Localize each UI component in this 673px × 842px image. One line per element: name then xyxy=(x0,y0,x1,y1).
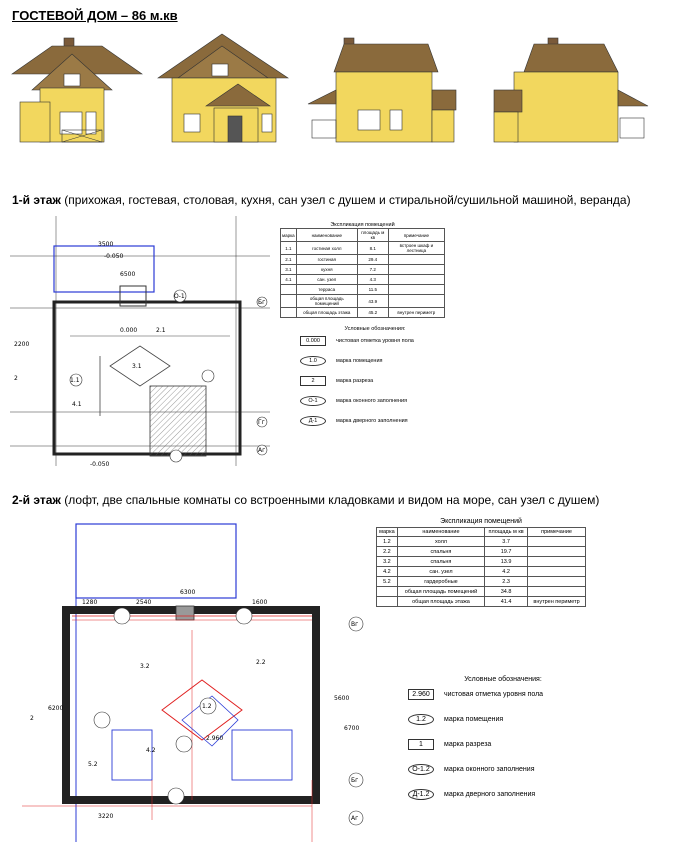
legend-symbol: 2.960 xyxy=(408,689,434,700)
table-cell: терраса xyxy=(296,285,357,295)
f1-level-neg2: -0.050 xyxy=(90,461,110,468)
legend-item xyxy=(408,739,598,750)
table-cell: 41.4 xyxy=(485,597,528,607)
table-cell: 4.3 xyxy=(357,275,388,285)
f1-room-4: 4.1 xyxy=(72,401,82,408)
floor2-plan xyxy=(12,520,372,842)
table-cell: общая площадь этажа xyxy=(296,308,357,318)
legend-text: марка дверного заполнения xyxy=(444,791,536,798)
table-cell: 4.2 xyxy=(485,567,528,577)
table-cell: 43.9 xyxy=(357,295,388,308)
f2-room-22: 2.2 xyxy=(256,659,266,666)
table-header-cell: площадь м кв xyxy=(357,229,388,242)
table-header-cell: наименование xyxy=(296,229,357,242)
floor1-explication xyxy=(280,222,445,318)
table-cell: 13.9 xyxy=(485,557,528,567)
legend-text: марка разреза xyxy=(444,741,492,748)
table-row xyxy=(377,557,586,567)
page-title: ГОСТЕВОЙ ДОМ – 86 м.кв xyxy=(12,8,178,23)
table-cell: 1.1 xyxy=(281,242,297,255)
table-cell: внутрен периметр xyxy=(528,597,586,607)
legend-item xyxy=(300,376,450,386)
table-cell xyxy=(281,295,297,308)
table-cell xyxy=(388,295,444,308)
table-row xyxy=(377,547,586,557)
f2-dim-total: 6300 xyxy=(180,589,196,596)
floor2-heading-bold: 2-й этаж xyxy=(12,493,61,507)
table-cell xyxy=(528,587,586,597)
legend-item xyxy=(408,689,598,700)
legend-item xyxy=(408,789,598,800)
table-cell: 8.1 xyxy=(357,242,388,255)
table-cell xyxy=(388,265,444,275)
table-cell: холл xyxy=(397,537,484,547)
table-header-cell: примечание xyxy=(528,528,586,537)
f2-level: 2.960 xyxy=(206,735,224,742)
legend-symbol: 1.2 xyxy=(408,714,434,725)
legend-text: чистовая отметка уровня пола xyxy=(444,691,544,698)
table-row xyxy=(377,597,586,607)
f2-axis-a: Аг xyxy=(351,815,359,822)
table-cell xyxy=(528,567,586,577)
table-cell: 2.1 xyxy=(281,255,297,265)
f1-room-2: 2.1 xyxy=(156,327,166,334)
table-row xyxy=(281,295,445,308)
legend-symbol: 0.000 xyxy=(300,336,326,346)
table-row xyxy=(377,577,586,587)
table-cell xyxy=(377,587,398,597)
floor1-heading-bold: 1-й этаж xyxy=(12,193,61,207)
f1-section: 2 xyxy=(14,375,18,382)
table-row xyxy=(281,242,445,255)
f1-room-1: 1.1 xyxy=(70,377,80,384)
f1-level-neg: -0.050 xyxy=(104,253,124,260)
f2-axis-b2: Бг xyxy=(351,777,359,784)
f1-expl-title: Экспликация помещений xyxy=(330,222,395,228)
table-row xyxy=(281,255,445,265)
elevation-left xyxy=(494,38,648,142)
floor1-plan xyxy=(10,216,280,476)
legend-item xyxy=(300,336,450,346)
f2-expl-table xyxy=(376,527,586,607)
f2-dim-bot: 3220 xyxy=(98,813,114,820)
f2-dim-side: 5600 xyxy=(334,695,350,702)
f2-section: 2 xyxy=(30,715,34,722)
table-header-cell: примечание xyxy=(388,229,444,242)
table-cell: внутрен периметр xyxy=(388,308,444,318)
table-header-cell: наименование xyxy=(397,528,484,537)
f2-expl-title: Экспликация помещений xyxy=(440,518,522,525)
table-cell: общая площадь помещений xyxy=(296,295,357,308)
table-cell: 11.5 xyxy=(357,285,388,295)
legend-item xyxy=(300,416,450,426)
table-cell: 3.7 xyxy=(485,537,528,547)
table-cell: гостиная холл xyxy=(296,242,357,255)
table-cell: спальня xyxy=(397,557,484,567)
legend-text: марка помещения xyxy=(444,716,504,723)
table-cell: сан. узел xyxy=(397,567,484,577)
f2-d2: 2540 xyxy=(136,599,152,606)
table-cell: 5.2 xyxy=(377,577,398,587)
legend-symbol: Д-1.2 xyxy=(408,789,434,800)
f2-dim-left: 6200 xyxy=(48,705,64,712)
elevations xyxy=(8,32,668,152)
table-header-row xyxy=(281,229,445,242)
table-cell: 29.4 xyxy=(357,255,388,265)
table-cell: 4.1 xyxy=(281,275,297,285)
table-cell: общая площадь помещений xyxy=(397,587,484,597)
table-header-cell: марка xyxy=(281,229,297,242)
table-cell: сан. узел xyxy=(296,275,357,285)
table-cell: 19.7 xyxy=(485,547,528,557)
legend-item xyxy=(300,396,450,406)
table-row xyxy=(281,275,445,285)
legend-symbol: 1.0 xyxy=(300,356,326,366)
table-row xyxy=(281,308,445,318)
table-cell: спальня xyxy=(397,547,484,557)
legend-item xyxy=(408,764,598,775)
legend-text: марка дверного заполнения xyxy=(336,418,408,424)
legend-symbol: 1 xyxy=(408,739,434,750)
f1-win: О-1 xyxy=(174,293,185,300)
f2-d3: 1600 xyxy=(252,599,268,606)
table-cell xyxy=(528,537,586,547)
legend-symbol: 2 xyxy=(300,376,326,386)
f2-d1: 1280 xyxy=(82,599,98,606)
f1-axis-a: Аг xyxy=(258,447,266,454)
table-row xyxy=(377,587,586,597)
table-cell: 4.2 xyxy=(377,567,398,577)
table-header-row xyxy=(377,528,586,537)
f1-dim-left: 2200 xyxy=(14,341,30,348)
f1-expl-table xyxy=(280,228,445,318)
table-cell xyxy=(528,557,586,567)
table-cell xyxy=(388,275,444,285)
f1-dim-top: 3500 xyxy=(98,241,114,248)
table-cell: 7.2 xyxy=(357,265,388,275)
legend-text: марка оконного заполнения xyxy=(336,398,408,404)
table-row xyxy=(377,567,586,577)
table-cell: 3.1 xyxy=(281,265,297,275)
f1-axis-b: Бг xyxy=(258,299,266,306)
table-cell xyxy=(528,577,586,587)
table-header-cell: площадь м кв xyxy=(485,528,528,537)
legend-symbol: О-1.2 xyxy=(408,764,434,775)
table-cell: 1.2 xyxy=(377,537,398,547)
elevation-rear xyxy=(308,38,456,142)
elevation-side xyxy=(158,34,288,142)
floor1-heading xyxy=(12,193,667,207)
floor2-heading xyxy=(12,493,667,507)
f2-axis-b: Вг xyxy=(351,621,359,628)
table-cell: 34.8 xyxy=(485,587,528,597)
legend-text: чистовая отметка уровня пола xyxy=(336,338,414,344)
table-cell: 2.3 xyxy=(485,577,528,587)
f2-dim-side2: 6700 xyxy=(344,725,360,732)
floor1-heading-rest: (прихожая, гостевая, столовая, кухня, сан узел с душем и стиральной/сушильной машиной, веранда) xyxy=(60,193,631,207)
table-cell: 3.2 xyxy=(377,557,398,567)
legend-text: марка оконного заполнения xyxy=(444,766,535,773)
table-cell: кухня xyxy=(296,265,357,275)
table-cell xyxy=(377,597,398,607)
legend-item xyxy=(300,356,450,366)
table-header-cell: марка xyxy=(377,528,398,537)
f2-room-32: 3.2 xyxy=(140,663,150,670)
legend-text: марка разреза xyxy=(336,378,374,384)
table-cell xyxy=(388,285,444,295)
legend-symbol: О-1 xyxy=(300,396,326,406)
f1-dim-mid: 6500 xyxy=(120,271,136,278)
table-row xyxy=(281,265,445,275)
f2-room-12: 1.2 xyxy=(202,703,212,710)
f2-legend-title: Условные обозначения: xyxy=(464,676,542,683)
table-cell xyxy=(281,285,297,295)
floor2-explication xyxy=(376,518,586,607)
f2-room-52: 5.2 xyxy=(88,761,98,768)
table-cell: 2.2 xyxy=(377,547,398,557)
f1-room-3: 3.1 xyxy=(132,363,142,370)
table-cell xyxy=(281,308,297,318)
table-row xyxy=(281,285,445,295)
legend-text: марка помещения xyxy=(336,358,383,364)
table-cell xyxy=(528,547,586,557)
f1-axis-g: Гг xyxy=(258,419,265,426)
f1-level: 0.000 xyxy=(120,327,138,334)
table-row xyxy=(377,537,586,547)
table-cell: гостиная xyxy=(296,255,357,265)
table-cell: встроен шкаф и лестница xyxy=(388,242,444,255)
table-cell: 45.2 xyxy=(357,308,388,318)
table-cell: общая площадь этажа xyxy=(397,597,484,607)
floor1-legend xyxy=(300,326,450,436)
legend-item xyxy=(408,714,598,725)
f2-room-42: 4.2 xyxy=(146,747,156,754)
elevation-front xyxy=(12,38,142,142)
table-cell: гардеробные xyxy=(397,577,484,587)
floor2-legend xyxy=(408,676,598,814)
floor2-heading-rest: (лофт, две спальные комнаты со встроенными кладовками и видом на море, сан узел с душем) xyxy=(60,493,600,507)
table-cell xyxy=(388,255,444,265)
legend-symbol: Д-1 xyxy=(300,416,326,426)
f1-legend-title: Условные обозначения: xyxy=(344,326,406,332)
